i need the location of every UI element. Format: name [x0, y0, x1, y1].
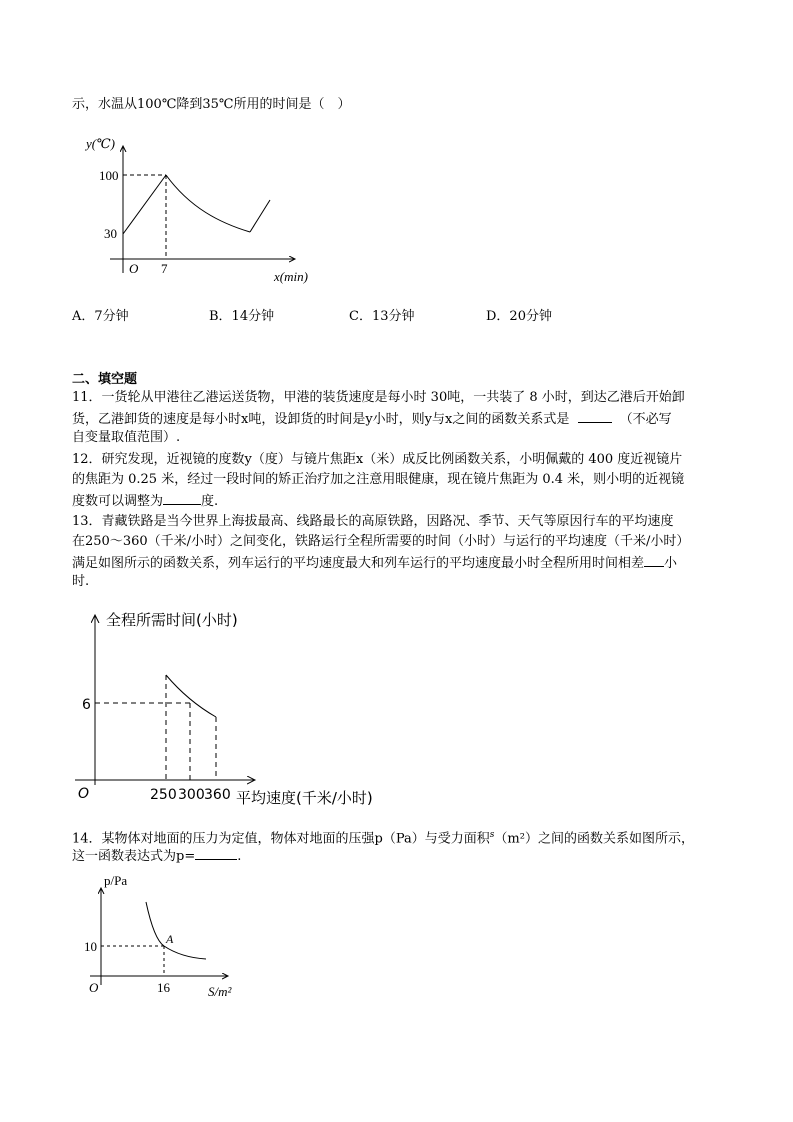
q13-line-3-tail: 小 [664, 556, 678, 571]
q14-line-1-text: 14．某物体对地面的压力为定值，物体对地面的压强p（Pa）与受力面积 [72, 831, 490, 847]
q10-option-d[interactable]: D．20分钟 [486, 309, 552, 324]
q10-option-b[interactable]: B．14分钟 [209, 309, 275, 324]
q14-point-label: A [166, 932, 174, 946]
q13-line-4: 时. [72, 574, 90, 589]
q13-y-label: 全程所需时间(小时) [106, 611, 238, 629]
q12-line-1: 12．研究发现，近视镜的度数y（度）与镜片焦距x（米）成反比例函数关系，小明佩戴的 400 度近视镜片 [72, 452, 683, 467]
q14-line-1 [72, 826, 694, 848]
q13-xtick-300: 300 [178, 787, 205, 803]
q10-graph [80, 128, 330, 290]
q13-line-1: 13．青藏铁路是当今世界上海拔最高、线路最长的高原铁路，因路况、季节、天气等原因行车的平均速度 [72, 514, 674, 529]
q11-line-2-text: 货，乙港卸货的速度是每小时x吨，设卸货的时间是y小时，则y与x之间的函数关系式是 [72, 412, 570, 427]
q10-reheat-line [250, 200, 270, 232]
q12-line-3-text: 度数可以调整为 [72, 494, 164, 509]
q10-cooling-curve [166, 175, 250, 232]
q13-line-2: 在250～360（千米/小时）之间变化，铁路运行全程所需要的时间（小时）与运行的平均速度（千米/小时） [72, 534, 690, 549]
q14-line-2-text: 这一函数表达式为p= [72, 849, 196, 864]
q13-answer-blank[interactable] [644, 553, 664, 567]
section-title: 二、填空题 [72, 372, 138, 387]
q10-xtick-7: 7 [161, 261, 168, 276]
q10-option-a[interactable]: A．7分钟 [72, 309, 129, 324]
q14-ytick-10: 10 [84, 939, 97, 954]
q11-line-2-tail: （不必写 [619, 412, 672, 427]
q10-stem: 示，水温从100℃降到35℃所用的时间是（ ） [72, 97, 351, 112]
q14-y-label: p/Pa [104, 873, 128, 888]
q10-ytick-30: 30 [104, 226, 117, 241]
q14-xtick-16: 16 [157, 980, 170, 995]
q11-answer-blank[interactable] [578, 409, 612, 423]
q14-graph [80, 870, 260, 1000]
q14-s-symbol: s [489, 830, 495, 840]
q14-line-1-tail: （m²）之间的函数关系如图所示， [494, 831, 694, 847]
q14-x-label: S/m² [208, 984, 232, 999]
q14-origin: O [89, 980, 99, 995]
q13-line-3-text: 满足如图所示的函数关系，列车运行的平均速度最大和列车运行的平均速度最小时全程所用时间相差 [72, 556, 645, 571]
q13-ytick-6: 6 [82, 697, 91, 713]
q11-line-3: 自变量取值范围）. [72, 430, 181, 445]
q13-origin: O [78, 786, 90, 802]
q12-line-2: 的焦距为 0.25 米，经过一段时间的矫正治疗加之注意用眼健康，现在镜片焦距为 0.4 米，则小明的近视镜 [72, 472, 685, 487]
q14-line-2 [72, 846, 241, 866]
q13-xtick-250: 250 [150, 787, 177, 803]
q13-xtick-360: 360 [204, 787, 231, 803]
q10-ytick-100: 100 [99, 168, 119, 183]
q14-line-2-tail: . [237, 849, 242, 864]
q12-line-3 [72, 491, 218, 511]
q10-option-c[interactable]: C．13分钟 [349, 309, 415, 324]
q11-line-1: 11．一货轮从甲港往乙港运送货物，甲港的装货速度是每小时 30吨，一共装了 8 小时，到达乙港后开始卸 [72, 390, 685, 405]
q13-curve [166, 675, 216, 717]
q13-line-3 [72, 553, 677, 573]
q10-x-label: x(min) [274, 269, 308, 284]
q10-y-label: y(℃) [86, 136, 115, 151]
q11-line-2 [72, 409, 672, 429]
q13-graph [70, 605, 390, 810]
q10-rise-line [123, 175, 166, 234]
q13-x-label: 平均速度(千米/小时) [236, 789, 373, 807]
q14-answer-blank[interactable] [195, 846, 237, 860]
q12-answer-blank[interactable] [163, 491, 201, 505]
q10-origin: O [129, 261, 139, 276]
q14-hyperbola [146, 902, 206, 959]
q12-line-3-tail: 度. [201, 494, 219, 509]
